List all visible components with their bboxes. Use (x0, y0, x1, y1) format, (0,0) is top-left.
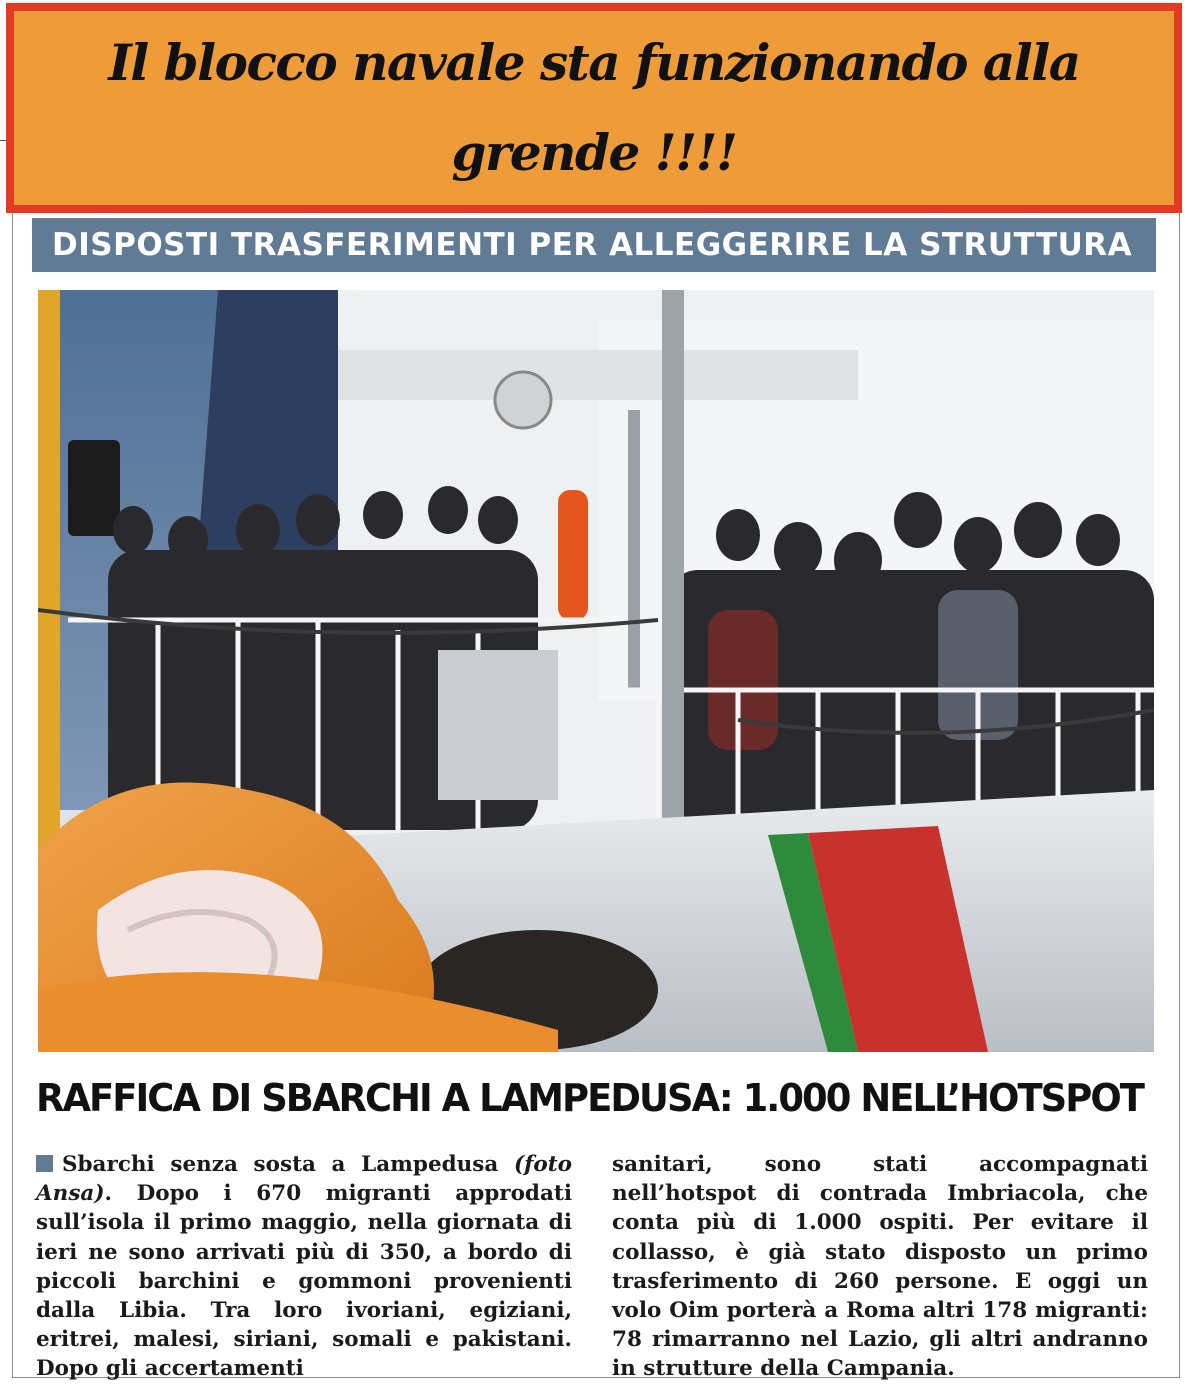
photo-credit: (foto Ansa) (36, 1152, 572, 1207)
lead-rest: . Dopo i 670 migranti approdati sull’isola il primo maggio, nella giornata di ieri ne sono arrivati più di 350, a bordo di piccoli barchini e gommoni provenienti dalla Libia. Tra loro ivoriani, egiziani, eritrei, malesi, siriani, somali e pakistani. Dopo gli accertamenti (36, 1181, 572, 1382)
article-headline: RAFFICA DI SBARCHI A LAMPEDUSA: 1.000 NELL’HOTSPOT (36, 1076, 1143, 1120)
article-column-2: sanitari, sono stati accompagnati nell’hotspot di contrada Imbriacola, che conta più di 1.000 ospiti. Per evitare il collasso, è già stato disposto un primo trasferimento di 260 persone. E oggi un volo Oim porterà a Roma altri 178 migranti: 78 rimarranno nel Lazio, gli altri andranno in strutture della Campania. (612, 1152, 1148, 1382)
overlay-caption-text: Il blocco navale sta funzionando alla grende !!!! (108, 33, 1080, 182)
news-photo (38, 290, 1154, 1052)
migrants-on-ship-illustration (38, 290, 1154, 1052)
kicker-bar (32, 218, 1156, 272)
lead-square-icon (36, 1155, 53, 1172)
lead-start: Sbarchi senza sosta a Lampedusa (62, 1152, 514, 1177)
overlay-caption-banner (6, 3, 1182, 213)
kicker-text: DISPOSTI TRASFERIMENTI PER ALLEGGERIRE LA STRUTTURA (52, 227, 1133, 263)
article-column-1 (36, 1150, 572, 1384)
